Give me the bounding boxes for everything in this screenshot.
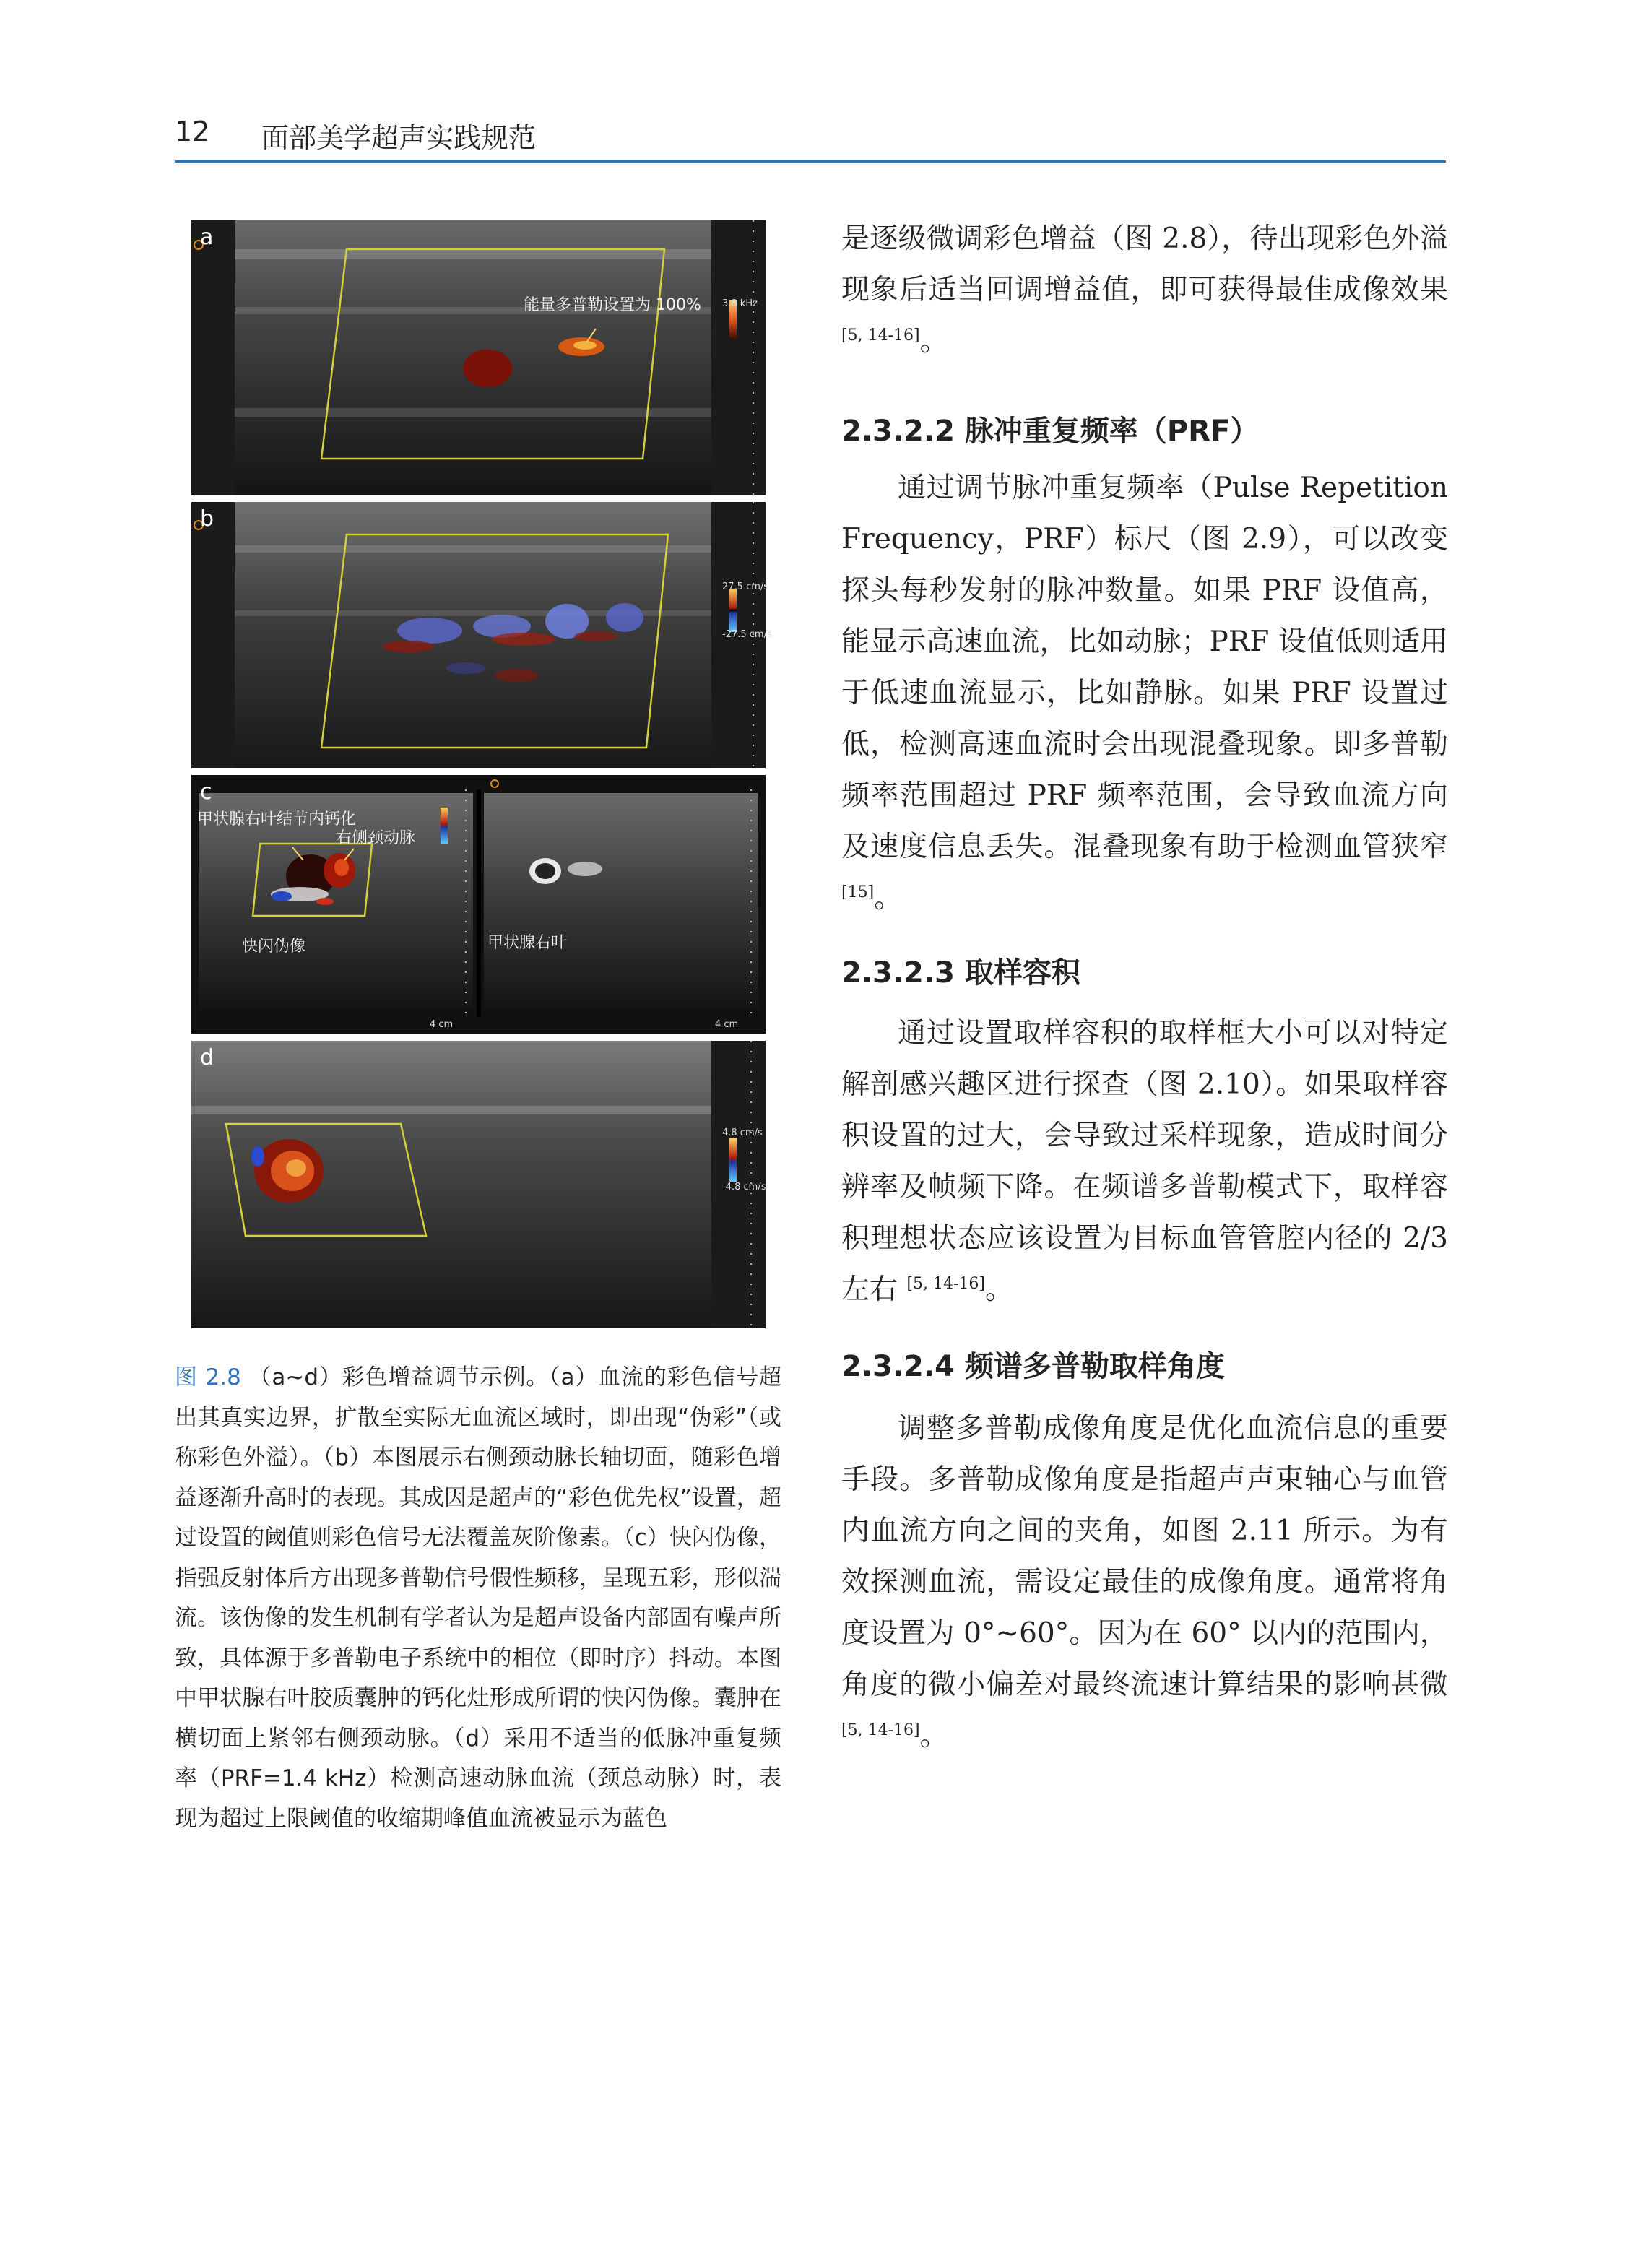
panel-c-depth-right: 4 cm [715,1019,739,1030]
panel-a-annotation: 能量多普勒设置为 100% [524,296,701,314]
panel-b-label: b [200,506,214,532]
caption-text: （a~d）彩色增益调节示例。（a）血流的彩色信号超出其真实边界，扩散至实际无血流区域时，即出现“伪彩”（或称彩色外溢）。（b）本图展示右侧颈动脉长轴切面，随彩色增益逐渐升高时的表现。其成因是超声的“彩色优先权”设置，超过设置的阈值则彩色信号无法覆盖灰阶像素。（c）快闪伪像，指强反射体后方出现多普勒信号假性频移，呈现五彩，形似湍流。该伪像的发生机制有学者认为是超声设备内部固有噪声所致，具体源于多普勒电子系统中的相位（即时序）抖动。本图中甲状腺右叶胶质囊肿的钙化灶形成所谓的快闪伪像。囊肿在横切面上紧邻右侧颈动脉。（d）采用不适当的低脉冲重复频率（PRF=1.4 kHz）检测高速动脉血流（颈总动脉）时，表现为超过上限阈值的收缩期峰值血流被显示为蓝色 [175,1364,781,1832]
intro-paragraph-block [841,213,1448,367]
citation: [5, 14-16] [841,1721,920,1739]
panel-c-annotation-lobe: 甲状腺右叶 [488,934,568,952]
panel-a-scale-top: 3.8 kHz [722,298,758,309]
panel-d-scale-top: 4.8 cm/s [722,1127,763,1138]
ultrasound-panel-d [191,1041,766,1328]
panel-c-annotation-artifact: 快闪伪像 [242,938,306,956]
panel-c-label: c [200,779,212,805]
section-angle-body [841,1403,1448,1762]
panel-a-image [191,220,766,495]
citation: [5, 14-16] [906,1275,985,1293]
book-title: 面部美学超声实践规范 [261,122,537,154]
section-heading-sample-volume: 2.3.2.3 取样容积 [841,956,1080,990]
figure-caption [175,1358,781,1839]
panel-d-label: d [200,1045,214,1070]
paragraph-prf: 通过调节脉冲重复频率（Pulse Repetition Frequency，PRF）标尺（图 2.9），可以改变探头每秒发射的脉冲数量。如果 PRF 设值高，能显示高速血流，比如动脉；PRF 设值低则适用于低速血流显示，比如静脉。如果 PRF 设置过低，检测高速血流时会出现混叠现象。即多普勒频率范围超过 PRF 频率范围，会导致血流方向及速度信息丢失。混叠现象有助于检测血管狭窄 [15]。 [841,472,1448,914]
section-sample-volume [841,950,1448,991]
section-angle [841,1343,1448,1385]
section-prf-body [841,462,1448,924]
header-rule [175,160,1446,163]
panel-c-depth-left: 4 cm [430,1019,454,1030]
section-sample-volume-body [841,1008,1448,1315]
intro-paragraph: 是逐级微调彩色增益（图 2.8），待出现彩色外溢现象后适当回调增益值，即可获得最佳成像效果 [5, 14-16]。 [841,222,1448,358]
ultrasound-panel-b [191,502,772,768]
panel-c-annotation-nodule: 甲状腺右叶结节内钙化 [197,810,357,828]
ultrasound-panel-c [191,775,766,1034]
panel-b-scale-top: 27.5 cm/s [722,581,769,592]
panel-d-scale-bottom: -4.8 cm/s [722,1182,766,1193]
section-prf [841,408,1448,449]
panel-d-image [191,1041,766,1328]
paragraph-sample-volume: 通过设置取样容积的取样框大小可以对特定解剖感兴趣区进行探查（图 2.10）。如果取样容积设置的过大，会导致过采样现象，造成时间分辨率及帧频下降。在频谱多普勒模式下，取样容积理想状态应该设置为目标血管管腔内径的 2/3 左右 [5, 14-16]。 [841,1017,1448,1306]
figure-id: 图 2.8 [175,1364,241,1390]
page-number: 12 [175,116,210,147]
panel-b-image [191,502,769,768]
citation: [5, 14-16] [841,326,920,345]
ultrasound-panel-a [191,220,766,495]
citation: [15] [841,883,875,901]
section-heading-prf: 2.3.2.2 脉冲重复频率（PRF） [841,415,1260,448]
running-header [175,116,1446,159]
section-heading-angle: 2.3.2.4 频谱多普勒取样角度 [841,1350,1225,1383]
paragraph-angle: 调整多普勒成像角度是优化血流信息的重要手段。多普勒成像角度是指超声声束轴心与血管内血流方向之间的夹角，如图 2.11 所示。为有效探测血流，需设定最佳的成像角度。通常将角度设置为 0°~60°。因为在 60° 以内的范围内，角度的微小偏差对最终流速计算结果的影响甚微 [5, 14-16]。 [841,1412,1448,1752]
panel-c-annotation-artery: 右侧颈动脉 [336,829,416,847]
panel-a-label: a [200,225,214,250]
panel-b-scale-bottom: -27.5 cm/s [722,629,772,640]
